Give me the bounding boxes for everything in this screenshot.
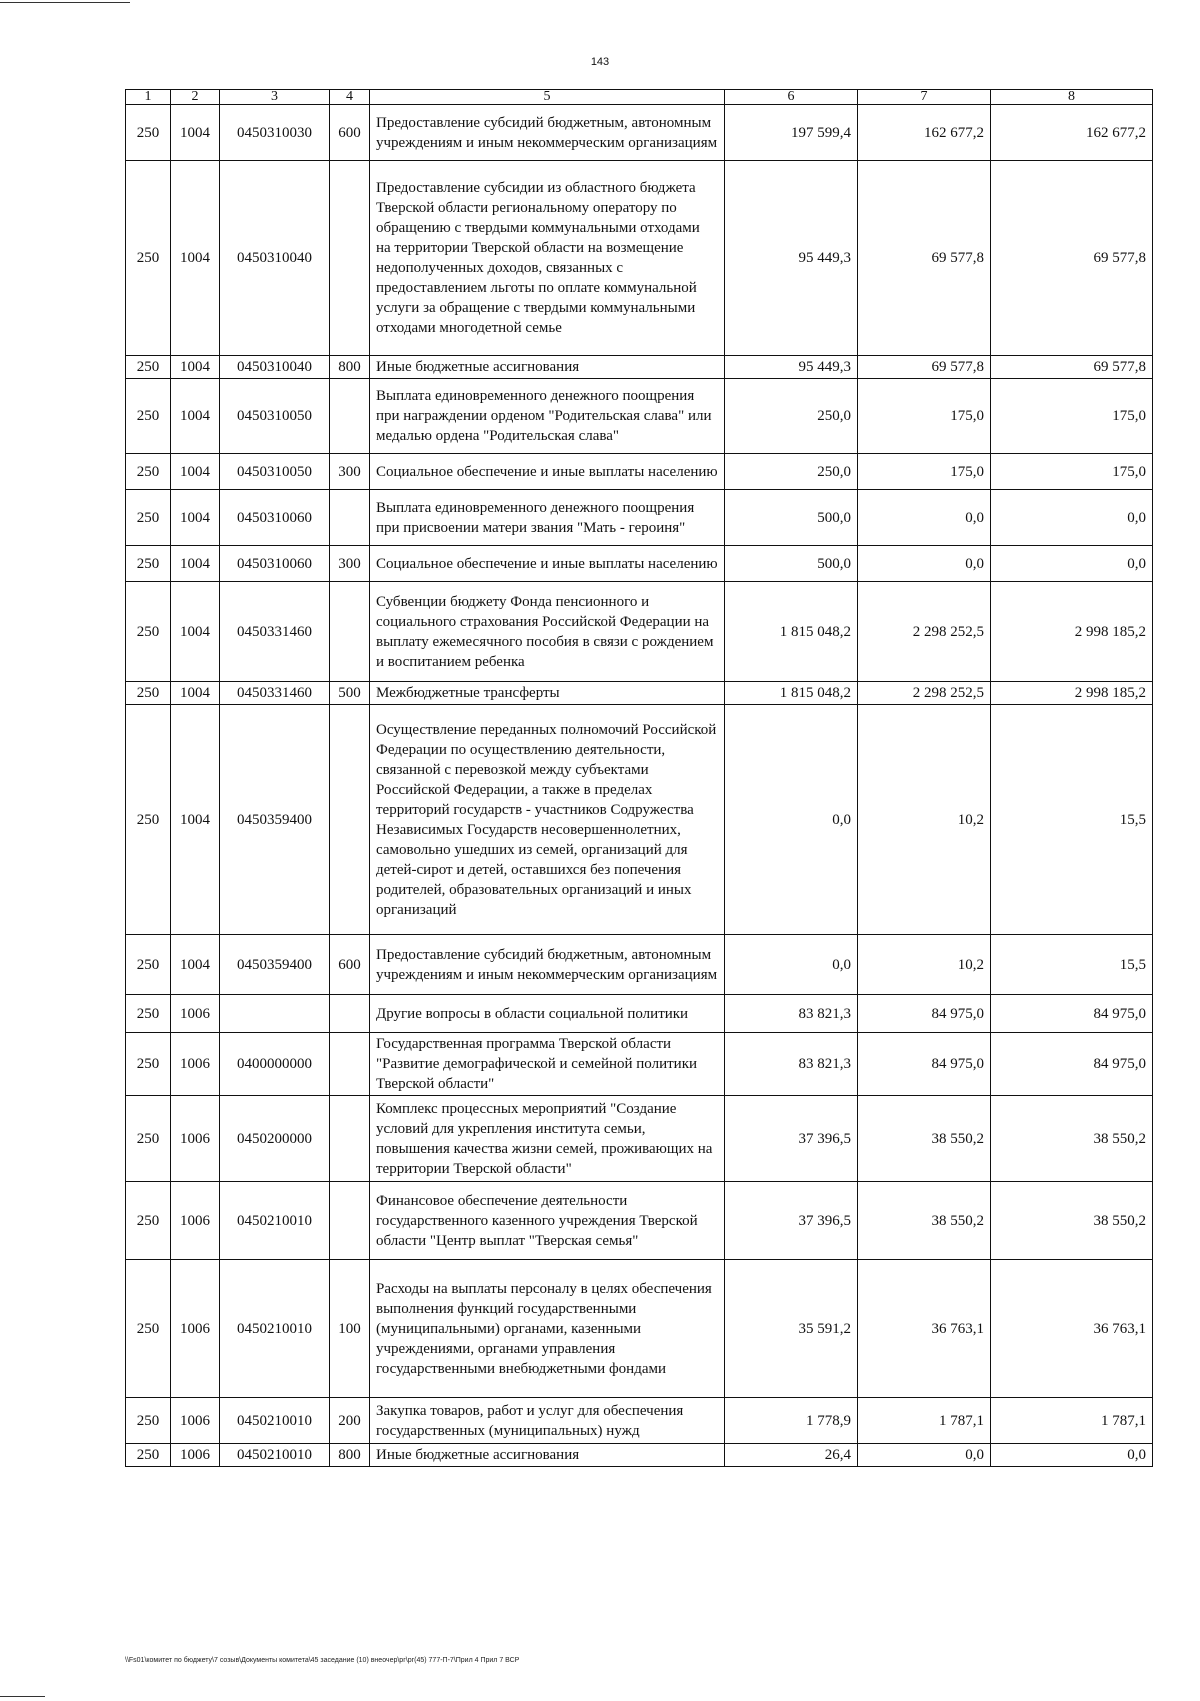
cell-v6: 250,0 bbox=[725, 379, 858, 454]
table-row bbox=[126, 935, 1153, 995]
cell-desc: Предоставление субсидий бюджетным, автономным учреждениям и иным некоммерческим организациям bbox=[370, 935, 725, 995]
cell-c2: 1004 bbox=[171, 454, 220, 490]
table-row bbox=[126, 1182, 1153, 1260]
cell-c1: 250 bbox=[126, 1096, 171, 1182]
cell-v8: 162 677,2 bbox=[991, 105, 1153, 161]
cell-v6: 37 396,5 bbox=[725, 1096, 858, 1182]
cell-v7: 84 975,0 bbox=[858, 995, 991, 1033]
cell-c2: 1004 bbox=[171, 105, 220, 161]
cell-c3: 0450310060 bbox=[220, 490, 330, 546]
cell-c3: 0400000000 bbox=[220, 1033, 330, 1096]
cell-c4 bbox=[330, 1096, 370, 1182]
cell-v7: 2 298 252,5 bbox=[858, 682, 991, 705]
cell-c3: 0450310030 bbox=[220, 105, 330, 161]
cell-v6: 83 821,3 bbox=[725, 995, 858, 1033]
cell-c3: 0450310040 bbox=[220, 161, 330, 356]
table-row bbox=[126, 379, 1153, 454]
cell-v8: 69 577,8 bbox=[991, 161, 1153, 356]
cell-v6: 1 778,9 bbox=[725, 1398, 858, 1444]
cell-v8: 69 577,8 bbox=[991, 356, 1153, 379]
cell-c3: 0450310050 bbox=[220, 379, 330, 454]
cell-c1: 250 bbox=[126, 1182, 171, 1260]
cell-c1: 250 bbox=[126, 105, 171, 161]
cell-desc: Субвенции бюджету Фонда пенсионного и социального страхования Российской Федерации на выплату ежемесячного пособия в связи с рождением и воспитанием ребенка bbox=[370, 582, 725, 682]
column-header: 2 bbox=[171, 90, 220, 105]
cell-desc: Межбюджетные трансферты bbox=[370, 682, 725, 705]
cell-v8: 2 998 185,2 bbox=[991, 682, 1153, 705]
table-row bbox=[126, 490, 1153, 546]
cell-c4 bbox=[330, 490, 370, 546]
cell-v8: 0,0 bbox=[991, 546, 1153, 582]
cell-v8: 175,0 bbox=[991, 454, 1153, 490]
table-row bbox=[126, 582, 1153, 682]
cell-v8: 38 550,2 bbox=[991, 1096, 1153, 1182]
cell-v7: 175,0 bbox=[858, 454, 991, 490]
cell-c3: 0450331460 bbox=[220, 582, 330, 682]
cell-v6: 95 449,3 bbox=[725, 356, 858, 379]
cell-v8: 0,0 bbox=[991, 490, 1153, 546]
cell-v6: 1 815 048,2 bbox=[725, 682, 858, 705]
cell-c1: 250 bbox=[126, 379, 171, 454]
table-row bbox=[126, 454, 1153, 490]
cell-desc: Закупка товаров, работ и услуг для обеспечения государственных (муниципальных) нужд bbox=[370, 1398, 725, 1444]
cell-c2: 1006 bbox=[171, 1260, 220, 1398]
cell-v6: 250,0 bbox=[725, 454, 858, 490]
cell-c2: 1004 bbox=[171, 546, 220, 582]
cell-v8: 2 998 185,2 bbox=[991, 582, 1153, 682]
cell-c2: 1004 bbox=[171, 356, 220, 379]
cell-c2: 1006 bbox=[171, 1033, 220, 1096]
cell-v6: 0,0 bbox=[725, 705, 858, 935]
cell-c3: 0450331460 bbox=[220, 682, 330, 705]
cell-c4 bbox=[330, 1033, 370, 1096]
cell-v7: 175,0 bbox=[858, 379, 991, 454]
column-header: 1 bbox=[126, 90, 171, 105]
cell-c1: 250 bbox=[126, 546, 171, 582]
column-header: 5 bbox=[370, 90, 725, 105]
page-number: 143 bbox=[590, 56, 610, 68]
cell-c4: 600 bbox=[330, 935, 370, 995]
cell-v8: 1 787,1 bbox=[991, 1398, 1153, 1444]
cell-v7: 10,2 bbox=[858, 705, 991, 935]
cell-c2: 1004 bbox=[171, 582, 220, 682]
table-row bbox=[126, 161, 1153, 356]
cell-desc: Финансовое обеспечение деятельности государственного казенного учреждения Тверской области "Центр выплат "Тверская семья" bbox=[370, 1182, 725, 1260]
table-row bbox=[126, 1096, 1153, 1182]
cell-c1: 250 bbox=[126, 490, 171, 546]
cell-v7: 38 550,2 bbox=[858, 1182, 991, 1260]
cell-desc: Выплата единовременного денежного поощрения при награждении орденом "Родительская слава" или медалью ордена "Родительская слава" bbox=[370, 379, 725, 454]
table-row bbox=[126, 1260, 1153, 1398]
cell-c1: 250 bbox=[126, 1033, 171, 1096]
cell-c4: 500 bbox=[330, 682, 370, 705]
cell-v6: 35 591,2 bbox=[725, 1260, 858, 1398]
cell-c2: 1006 bbox=[171, 995, 220, 1033]
cell-desc: Расходы на выплаты персоналу в целях обеспечения выполнения функций государственными (муниципальными) органами, казенными учреждениями, органами управления государственными внебюджетными фондами bbox=[370, 1260, 725, 1398]
column-header: 7 bbox=[858, 90, 991, 105]
cell-c3: 0450210010 bbox=[220, 1182, 330, 1260]
cell-c4: 100 bbox=[330, 1260, 370, 1398]
cell-v6: 197 599,4 bbox=[725, 105, 858, 161]
cell-c3 bbox=[220, 995, 330, 1033]
file-path-footer: \\Fs01\комитет по бюджету\7 созыв\Документы комитета\45 заседание (10) внеочер\рг\рг(45) 777-П-7\Прил 4 Прил 7 ВСР bbox=[125, 1657, 520, 1664]
cell-c1: 250 bbox=[126, 582, 171, 682]
table-row bbox=[126, 105, 1153, 161]
cell-v7: 84 975,0 bbox=[858, 1033, 991, 1096]
cell-c4: 800 bbox=[330, 1444, 370, 1467]
cell-c4 bbox=[330, 582, 370, 682]
cell-v6: 1 815 048,2 bbox=[725, 582, 858, 682]
cell-c2: 1006 bbox=[171, 1398, 220, 1444]
cell-v8: 175,0 bbox=[991, 379, 1153, 454]
cell-c3: 0450310040 bbox=[220, 356, 330, 379]
cell-desc: Осуществление переданных полномочий Российской Федерации по осуществлению деятельности, связанной с перевозкой между субъектами Российской Федерации, а также в пределах территорий государств - участников Содружества Независимых Государств несовершеннолетних, самовольно ушедших из семей, организаций для детей-сирот и детей, оставшихся без попечения родителей, образовательных организаций и иных организаций bbox=[370, 705, 725, 935]
cell-v7: 0,0 bbox=[858, 546, 991, 582]
cell-c3: 0450359400 bbox=[220, 705, 330, 935]
cell-v6: 500,0 bbox=[725, 490, 858, 546]
cell-c2: 1004 bbox=[171, 490, 220, 546]
cell-desc: Государственная программа Тверской области "Развитие демографической и семейной политики Тверской области" bbox=[370, 1033, 725, 1096]
cell-c1: 250 bbox=[126, 161, 171, 356]
cell-v7: 0,0 bbox=[858, 1444, 991, 1467]
table-row bbox=[126, 705, 1153, 935]
cell-v8: 15,5 bbox=[991, 705, 1153, 935]
table-row bbox=[126, 1444, 1153, 1467]
cell-desc: Социальное обеспечение и иные выплаты населению bbox=[370, 454, 725, 490]
cell-desc: Социальное обеспечение и иные выплаты населению bbox=[370, 546, 725, 582]
cell-c1: 250 bbox=[126, 1260, 171, 1398]
cell-c2: 1006 bbox=[171, 1096, 220, 1182]
cell-c3: 0450210010 bbox=[220, 1260, 330, 1398]
cell-v7: 10,2 bbox=[858, 935, 991, 995]
cell-c3: 0450210010 bbox=[220, 1444, 330, 1467]
cell-v7: 162 677,2 bbox=[858, 105, 991, 161]
cell-c4: 300 bbox=[330, 454, 370, 490]
cell-c2: 1004 bbox=[171, 935, 220, 995]
column-header: 4 bbox=[330, 90, 370, 105]
cell-v7: 1 787,1 bbox=[858, 1398, 991, 1444]
cell-desc: Иные бюджетные ассигнования bbox=[370, 1444, 725, 1467]
cell-c4 bbox=[330, 161, 370, 356]
cell-v7: 38 550,2 bbox=[858, 1096, 991, 1182]
cell-v7: 69 577,8 bbox=[858, 356, 991, 379]
cell-c4 bbox=[330, 1182, 370, 1260]
cell-v7: 2 298 252,5 bbox=[858, 582, 991, 682]
cell-c2: 1006 bbox=[171, 1444, 220, 1467]
cell-v7: 36 763,1 bbox=[858, 1260, 991, 1398]
cell-v8: 84 975,0 bbox=[991, 1033, 1153, 1096]
cell-c2: 1004 bbox=[171, 379, 220, 454]
cell-c2: 1004 bbox=[171, 705, 220, 935]
cell-c1: 250 bbox=[126, 1444, 171, 1467]
cell-desc: Другие вопросы в области социальной политики bbox=[370, 995, 725, 1033]
cell-v8: 15,5 bbox=[991, 935, 1153, 995]
cell-c4: 800 bbox=[330, 356, 370, 379]
cell-v6: 26,4 bbox=[725, 1444, 858, 1467]
cell-c4: 300 bbox=[330, 546, 370, 582]
cell-desc: Иные бюджетные ассигнования bbox=[370, 356, 725, 379]
table-row bbox=[126, 546, 1153, 582]
cell-desc: Предоставление субсидий бюджетным, автономным учреждениям и иным некоммерческим организациям bbox=[370, 105, 725, 161]
cell-v6: 95 449,3 bbox=[725, 161, 858, 356]
cell-v7: 69 577,8 bbox=[858, 161, 991, 356]
cell-c1: 250 bbox=[126, 356, 171, 379]
cell-c4 bbox=[330, 995, 370, 1033]
cell-c4 bbox=[330, 379, 370, 454]
cell-v8: 0,0 bbox=[991, 1444, 1153, 1467]
cell-v6: 500,0 bbox=[725, 546, 858, 582]
cell-c1: 250 bbox=[126, 454, 171, 490]
cell-v8: 84 975,0 bbox=[991, 995, 1153, 1033]
table-body bbox=[126, 105, 1153, 1467]
cell-c3: 0450310050 bbox=[220, 454, 330, 490]
cell-c4 bbox=[330, 705, 370, 935]
cell-c1: 250 bbox=[126, 1398, 171, 1444]
column-header: 3 bbox=[220, 90, 330, 105]
column-header: 6 bbox=[725, 90, 858, 105]
cell-c3: 0450200000 bbox=[220, 1096, 330, 1182]
table-row bbox=[126, 1033, 1153, 1096]
cell-c3: 0450359400 bbox=[220, 935, 330, 995]
scan-artifact bbox=[0, 2, 130, 3]
cell-c3: 0450310060 bbox=[220, 546, 330, 582]
cell-desc: Предоставление субсидии из областного бюджета Тверской области региональному оператору по обращению с твердыми коммунальными отходами на территории Тверской области на возмещение недополученных доходов, связанных с предоставлением льготы по оплате коммунальной услуги за обращение с твердыми коммунальными отходами многодетной семье bbox=[370, 161, 725, 356]
table-row bbox=[126, 995, 1153, 1033]
table-row bbox=[126, 682, 1153, 705]
cell-c4: 200 bbox=[330, 1398, 370, 1444]
budget-table bbox=[125, 89, 1153, 1467]
cell-v8: 38 550,2 bbox=[991, 1182, 1153, 1260]
cell-c2: 1006 bbox=[171, 1182, 220, 1260]
cell-c1: 250 bbox=[126, 705, 171, 935]
cell-c1: 250 bbox=[126, 682, 171, 705]
cell-desc: Выплата единовременного денежного поощрения при присвоении матери звания "Мать - героиня" bbox=[370, 490, 725, 546]
cell-desc: Комплекс процессных мероприятий "Создание условий для укрепления института семьи, повышения качества жизни семей, проживающих на территории Тверской области" bbox=[370, 1096, 725, 1182]
cell-v6: 0,0 bbox=[725, 935, 858, 995]
cell-v7: 0,0 bbox=[858, 490, 991, 546]
table-row bbox=[126, 356, 1153, 379]
cell-c1: 250 bbox=[126, 995, 171, 1033]
cell-v6: 37 396,5 bbox=[725, 1182, 858, 1260]
cell-c1: 250 bbox=[126, 935, 171, 995]
column-header: 8 bbox=[991, 90, 1153, 105]
cell-c4: 600 bbox=[330, 105, 370, 161]
cell-c3: 0450210010 bbox=[220, 1398, 330, 1444]
scan-artifact bbox=[0, 1696, 45, 1697]
cell-c2: 1004 bbox=[171, 161, 220, 356]
cell-v8: 36 763,1 bbox=[991, 1260, 1153, 1398]
cell-v6: 83 821,3 bbox=[725, 1033, 858, 1096]
header-row bbox=[126, 90, 1153, 105]
table-row bbox=[126, 1398, 1153, 1444]
cell-c2: 1004 bbox=[171, 682, 220, 705]
